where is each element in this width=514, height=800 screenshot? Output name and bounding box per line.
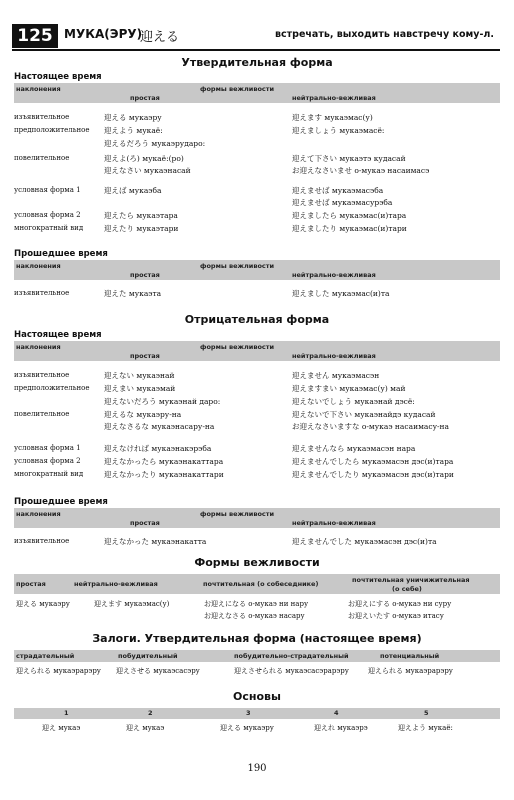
- politeness-honorific: お迎えなさる о-мукаэ насару: [204, 612, 305, 620]
- row-plain: 迎えなかったら мукаэнакаттара: [104, 457, 224, 466]
- header-potential: потенциальный: [380, 652, 440, 660]
- politeness-humble: お迎えいたす о-мукаэ итасу: [348, 612, 444, 620]
- politeness-honorific: お迎えになる о-мукаэ ни нару: [204, 600, 309, 608]
- section-title-stems: Основы: [233, 690, 281, 703]
- row-neutral: 迎えません мукаэмасэн: [292, 371, 380, 380]
- row-neutral: 迎えます мукаэмас(у): [292, 113, 373, 122]
- row-label: повелительное: [14, 154, 70, 162]
- entry-translation: встречать, выходить навстречу кому-л.: [275, 29, 494, 40]
- row-plain: 迎えないだろう мукаэнай даро:: [104, 397, 221, 406]
- section-title-voices: Залоги. Утвердительная форма (настоящее время): [92, 632, 422, 645]
- row-plain: 迎えなかったり мукаэнакаттари: [104, 470, 224, 479]
- row-neutral: 迎えませば мукаэмасурэба: [292, 198, 393, 207]
- row-neutral: お迎えなさいますな о-мукаэ насаимасу-на: [292, 422, 449, 431]
- stem-5: 迎えよう мукаё:: [398, 724, 453, 732]
- stem-header-1: 1: [64, 709, 69, 717]
- header-plain: простая: [130, 519, 160, 527]
- row-neutral: 迎えませんでしたり мукаэмасэн дэс(и)тари: [292, 470, 454, 479]
- row-neutral: 迎えないでしょう мукаэнай дэсё:: [292, 397, 415, 406]
- voice-causative: 迎えさせる мукаэсасэру: [116, 667, 200, 675]
- header-honorific: почтительная (о собеседнике): [203, 580, 319, 588]
- header-neutral: нейтрально-вежливая: [292, 519, 376, 527]
- header-neutral: нейтрально-вежливая: [292, 94, 376, 102]
- row-plain: 迎えば мукаэба: [104, 186, 162, 195]
- row-neutral: 迎えませんでした мукаэмасэн дэс(и)та: [292, 537, 437, 546]
- row-plain: 迎えるだろう мукаэрударо:: [104, 139, 206, 148]
- row-plain: 迎えるな мукаэру-на: [104, 410, 182, 419]
- row-label: условная форма 2: [14, 211, 81, 219]
- header-neutral: нейтрально-вежливая: [292, 271, 376, 279]
- politeness-neutral: 迎えます мукаэмас(у): [94, 600, 170, 608]
- row-neutral: 迎えて下さい мукаэтэ кудасай: [292, 154, 406, 163]
- stem-2: 迎え мукаэ: [126, 724, 165, 732]
- subtitle-past: Прошедшее время: [14, 249, 108, 259]
- row-neutral: 迎えましたら мукаэмас(и)тара: [292, 211, 407, 220]
- header-moods: наклонения: [16, 510, 61, 518]
- stem-4: 迎えれ мукаэрэ: [314, 724, 368, 732]
- politeness-humble: お迎えにする о-мукаэ ни суру: [348, 600, 452, 608]
- header-humble-note: (о себе): [392, 585, 422, 593]
- section-title-affirmative: Утвердительная форма: [181, 56, 333, 69]
- row-plain: 迎える мукаэру: [104, 113, 162, 122]
- stem-header-2: 2: [148, 709, 153, 717]
- header-neutral: нейтрально-вежливая: [74, 580, 158, 588]
- header-politeness: формы вежливости: [200, 510, 275, 518]
- header-politeness: формы вежливости: [200, 262, 275, 270]
- header-causative: побудительный: [118, 652, 178, 660]
- row-label: изъявительное: [14, 537, 70, 545]
- row-label: предположительное: [14, 126, 90, 134]
- section-title-negative: Отрицательная форма: [184, 313, 330, 326]
- row-plain: 迎えよ(ろ) мукаё:(ро): [104, 154, 184, 163]
- entry-kanji: 迎える: [140, 30, 180, 45]
- header-plain: простая: [16, 580, 46, 588]
- row-label: предположительное: [14, 384, 90, 392]
- row-plain: 迎えない мукаэнай: [104, 371, 175, 380]
- row-plain: 迎えなかった мукаэнакатта: [104, 537, 207, 546]
- header-plain: простая: [130, 271, 160, 279]
- entry-number: 125: [12, 24, 58, 48]
- row-plain: 迎えよう мукаё:: [104, 126, 163, 135]
- row-label: условная форма 1: [14, 444, 81, 452]
- row-plain: 迎えたり мукаэтари: [104, 224, 179, 233]
- politeness-plain: 迎える мукаэру: [16, 600, 70, 608]
- row-label: условная форма 2: [14, 457, 81, 465]
- row-plain: 迎えまい мукаэмай: [104, 384, 176, 393]
- row-label: многократный вид: [14, 470, 84, 478]
- row-plain: 迎えなければ мукаэнакэрэба: [104, 444, 212, 453]
- header-neutral: нейтрально-вежливая: [292, 352, 376, 360]
- section-title-politeness: Формы вежливости: [194, 556, 320, 569]
- row-neutral: 迎えないで下さい мукаэнайдэ кудасай: [292, 410, 436, 419]
- header-moods: наклонения: [16, 343, 61, 351]
- row-neutral: 迎えませんなら мукаэмасэн нара: [292, 444, 416, 453]
- row-label: изъявительное: [14, 289, 70, 297]
- header-politeness: формы вежливости: [200, 343, 275, 351]
- row-neutral: 迎えましたり мукаэмас(и)тари: [292, 224, 407, 233]
- voice-potential: 迎えられる мукаэрарэру: [368, 667, 453, 675]
- header-passive: страдательный: [16, 652, 75, 660]
- header-causative-passive: побудительно-страдательный: [234, 652, 349, 660]
- stem-1: 迎え мукаэ: [42, 724, 81, 732]
- voice-causative-passive: 迎えさせられる мукаэсасэрарэру: [234, 667, 349, 675]
- row-neutral: お迎えなさいませ о-мукаэ насаимасэ: [292, 166, 430, 175]
- header-moods: наклонения: [16, 85, 61, 93]
- row-neutral: 迎えました мукаэмас(и)та: [292, 289, 390, 298]
- subtitle-present: Настоящее время: [14, 72, 102, 82]
- row-label: повелительное: [14, 410, 70, 418]
- subtitle-present: Настоящее время: [14, 330, 102, 340]
- voice-passive: 迎えられる мукаэрарэру: [16, 667, 101, 675]
- header-plain: простая: [130, 352, 160, 360]
- header-plain: простая: [130, 94, 160, 102]
- row-label: условная форма 1: [14, 186, 81, 194]
- row-plain: 迎えた мукаэта: [104, 289, 162, 298]
- row-neutral: 迎えませんでしたら мукаэмасэн дэс(и)тара: [292, 457, 454, 466]
- header-politeness: формы вежливости: [200, 85, 275, 93]
- row-label: изъявительное: [14, 371, 70, 379]
- header-humble: почтительная уничижительная: [352, 576, 470, 584]
- row-neutral: 迎えませば мукаэмасэба: [292, 186, 384, 195]
- subtitle-past: Прошедшее время: [14, 497, 108, 507]
- row-label: изъявительное: [14, 113, 70, 121]
- row-plain: 迎えなさい мукаэнасай: [104, 166, 191, 175]
- row-label: многократный вид: [14, 224, 84, 232]
- page-number: 190: [247, 763, 267, 774]
- stem-header-4: 4: [334, 709, 339, 717]
- header-moods: наклонения: [16, 262, 61, 270]
- row-plain: 迎えなさるな мукаэнасару-на: [104, 422, 215, 431]
- row-neutral: 迎えましょう мукаэмасё:: [292, 126, 385, 135]
- row-neutral: 迎えますまい мукаэмас(у) май: [292, 384, 406, 393]
- stem-3: 迎える мукаэру: [220, 724, 274, 732]
- entry-word: МУКА(ЭРУ): [64, 27, 143, 41]
- header-rule: [12, 49, 500, 51]
- stem-header-5: 5: [424, 709, 429, 717]
- row-plain: 迎えたら мукаэтара: [104, 211, 178, 220]
- stem-header-3: 3: [246, 709, 251, 717]
